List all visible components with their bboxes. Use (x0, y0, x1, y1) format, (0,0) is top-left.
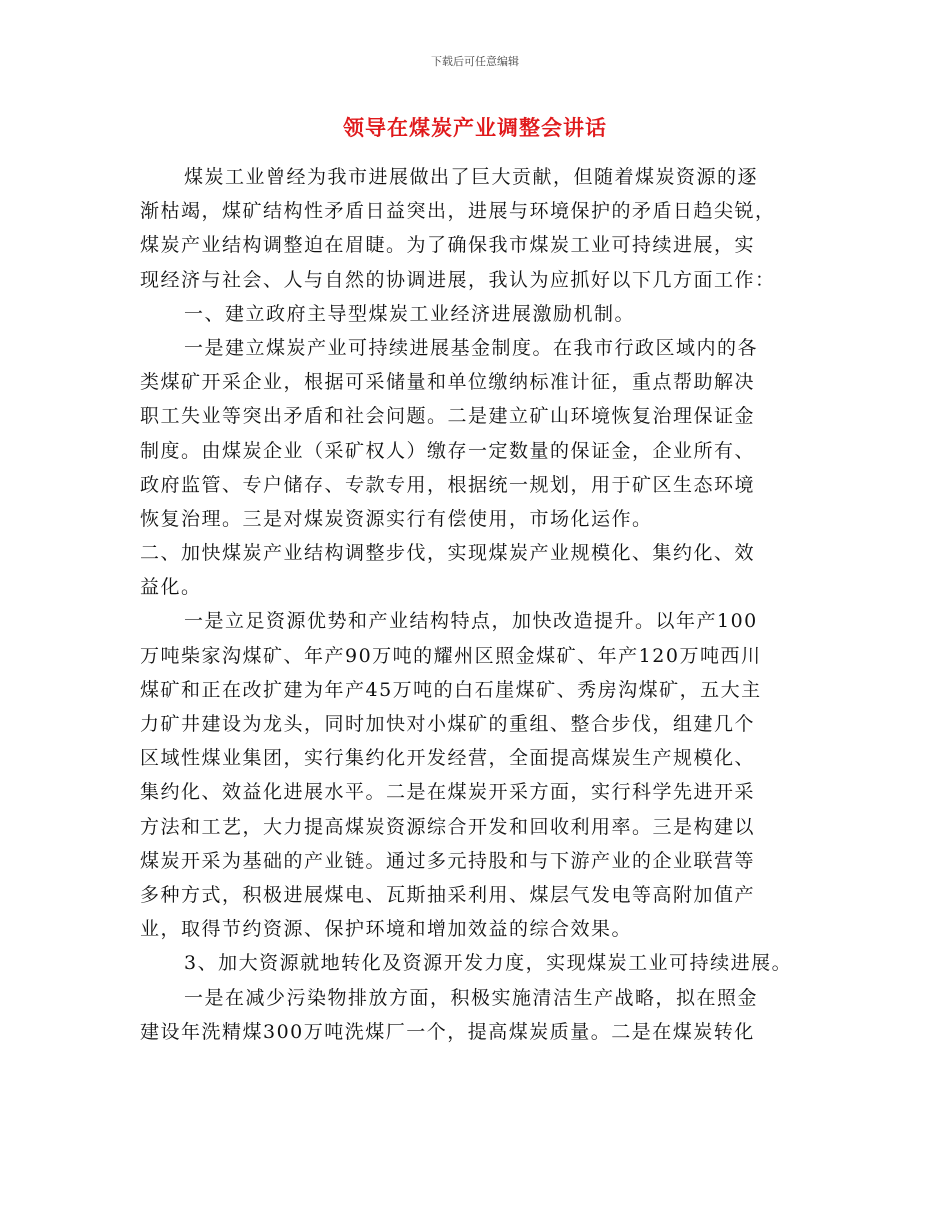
text-line: 多种方式，积极进展煤电、瓦斯抽采利用、煤层气发电等高附加值产 (140, 883, 756, 906)
text-line: 业，取得节约资源、保护环境和增加效益的综合效果。 (140, 918, 633, 941)
text-line: 集约化、效益化进展水平。二是在煤炭开采方面，实行科学先进开采 (140, 781, 756, 804)
document-body (140, 160, 805, 1049)
text-line: 制度。由煤炭企业（采矿权人）缴存一定数量的保证金，企业所有、 (140, 439, 756, 462)
document-title: 领导在煤炭产业调整会讲话 (343, 116, 607, 140)
text-line: 一是立足资源优势和产业结构特点，加快改造提升。以年产100 (184, 610, 758, 633)
text-line: 职工失业等突出矛盾和社会问题。二是建立矿山环境恢复治理保证金 (140, 405, 756, 428)
text-line: 力矿井建设为龙头，同时加快对小煤矿的重组、整合步伐，组建几个 (140, 713, 756, 735)
text-line: 一是在减少污染物排放方面，积极实施清洁生产战略，拟在照金 (184, 986, 759, 1009)
text-line: 益化。 (140, 576, 202, 599)
text-line: 3、加大资源就地转化及资源开发力度，实现煤炭工业可持续进展。 (184, 952, 793, 975)
text-line: 二、加快煤炭产业结构调整步伐，实现煤炭产业规模化、集约化、效 (140, 542, 756, 565)
text-line: 煤矿和正在改扩建为年产45万吨的白石崖煤矿、秀房沟煤矿，五大主 (140, 678, 762, 701)
text-line: 政府监管、专户储存、专款专用，根据统一规划，用于矿区生态环境 (140, 473, 756, 496)
text-line: 一是建立煤炭产业可持续进展基金制度。在我市行政区域内的各 (184, 336, 759, 359)
text-line: 万吨柴家沟煤矿、年产90万吨的耀州区照金煤矿、年产120万吨西川 (140, 644, 762, 667)
text-line: 煤炭工业曾经为我市进展做出了巨大贡献，但随着煤炭资源的逐 (184, 166, 759, 188)
text-line: 煤炭开采为基础的产业链。通过多元持股和与下游产业的企业联营等 (140, 849, 756, 872)
text-line: 煤炭产业结构调整迫在眉睫。为了确保我市煤炭工业可持续进展，实 (140, 234, 756, 257)
text-line: 建设年洗精煤300万吨洗煤厂一个，提高煤炭质量。二是在煤炭转化 (140, 1020, 755, 1043)
text-line: 一、建立政府主导型煤炭工业经济进展激励机制。 (184, 302, 636, 325)
header-note: 下载后可任意编辑 (431, 55, 519, 68)
text-line: 区域性煤业集团，实行集约化开发经营，全面提高煤炭生产规模化、 (140, 747, 756, 770)
text-line: 渐枯竭，煤矿结构性矛盾日益突出，进展与环境保护的矛盾日趋尖锐， (140, 200, 776, 223)
text-line: 方法和工艺，大力提高煤炭资源综合开发和回收利用率。三是构建以 (140, 815, 756, 838)
text-line: 恢复治理。三是对煤炭资源实行有偿使用，市场化运作。 (140, 507, 653, 530)
text-line: 现经济与社会、人与自然的协调进展，我认为应抓好以下几方面工作： (140, 268, 776, 291)
text-line: 类煤矿开采企业，根据可采储量和单位缴纳标准计征，重点帮助解决 (140, 371, 756, 394)
